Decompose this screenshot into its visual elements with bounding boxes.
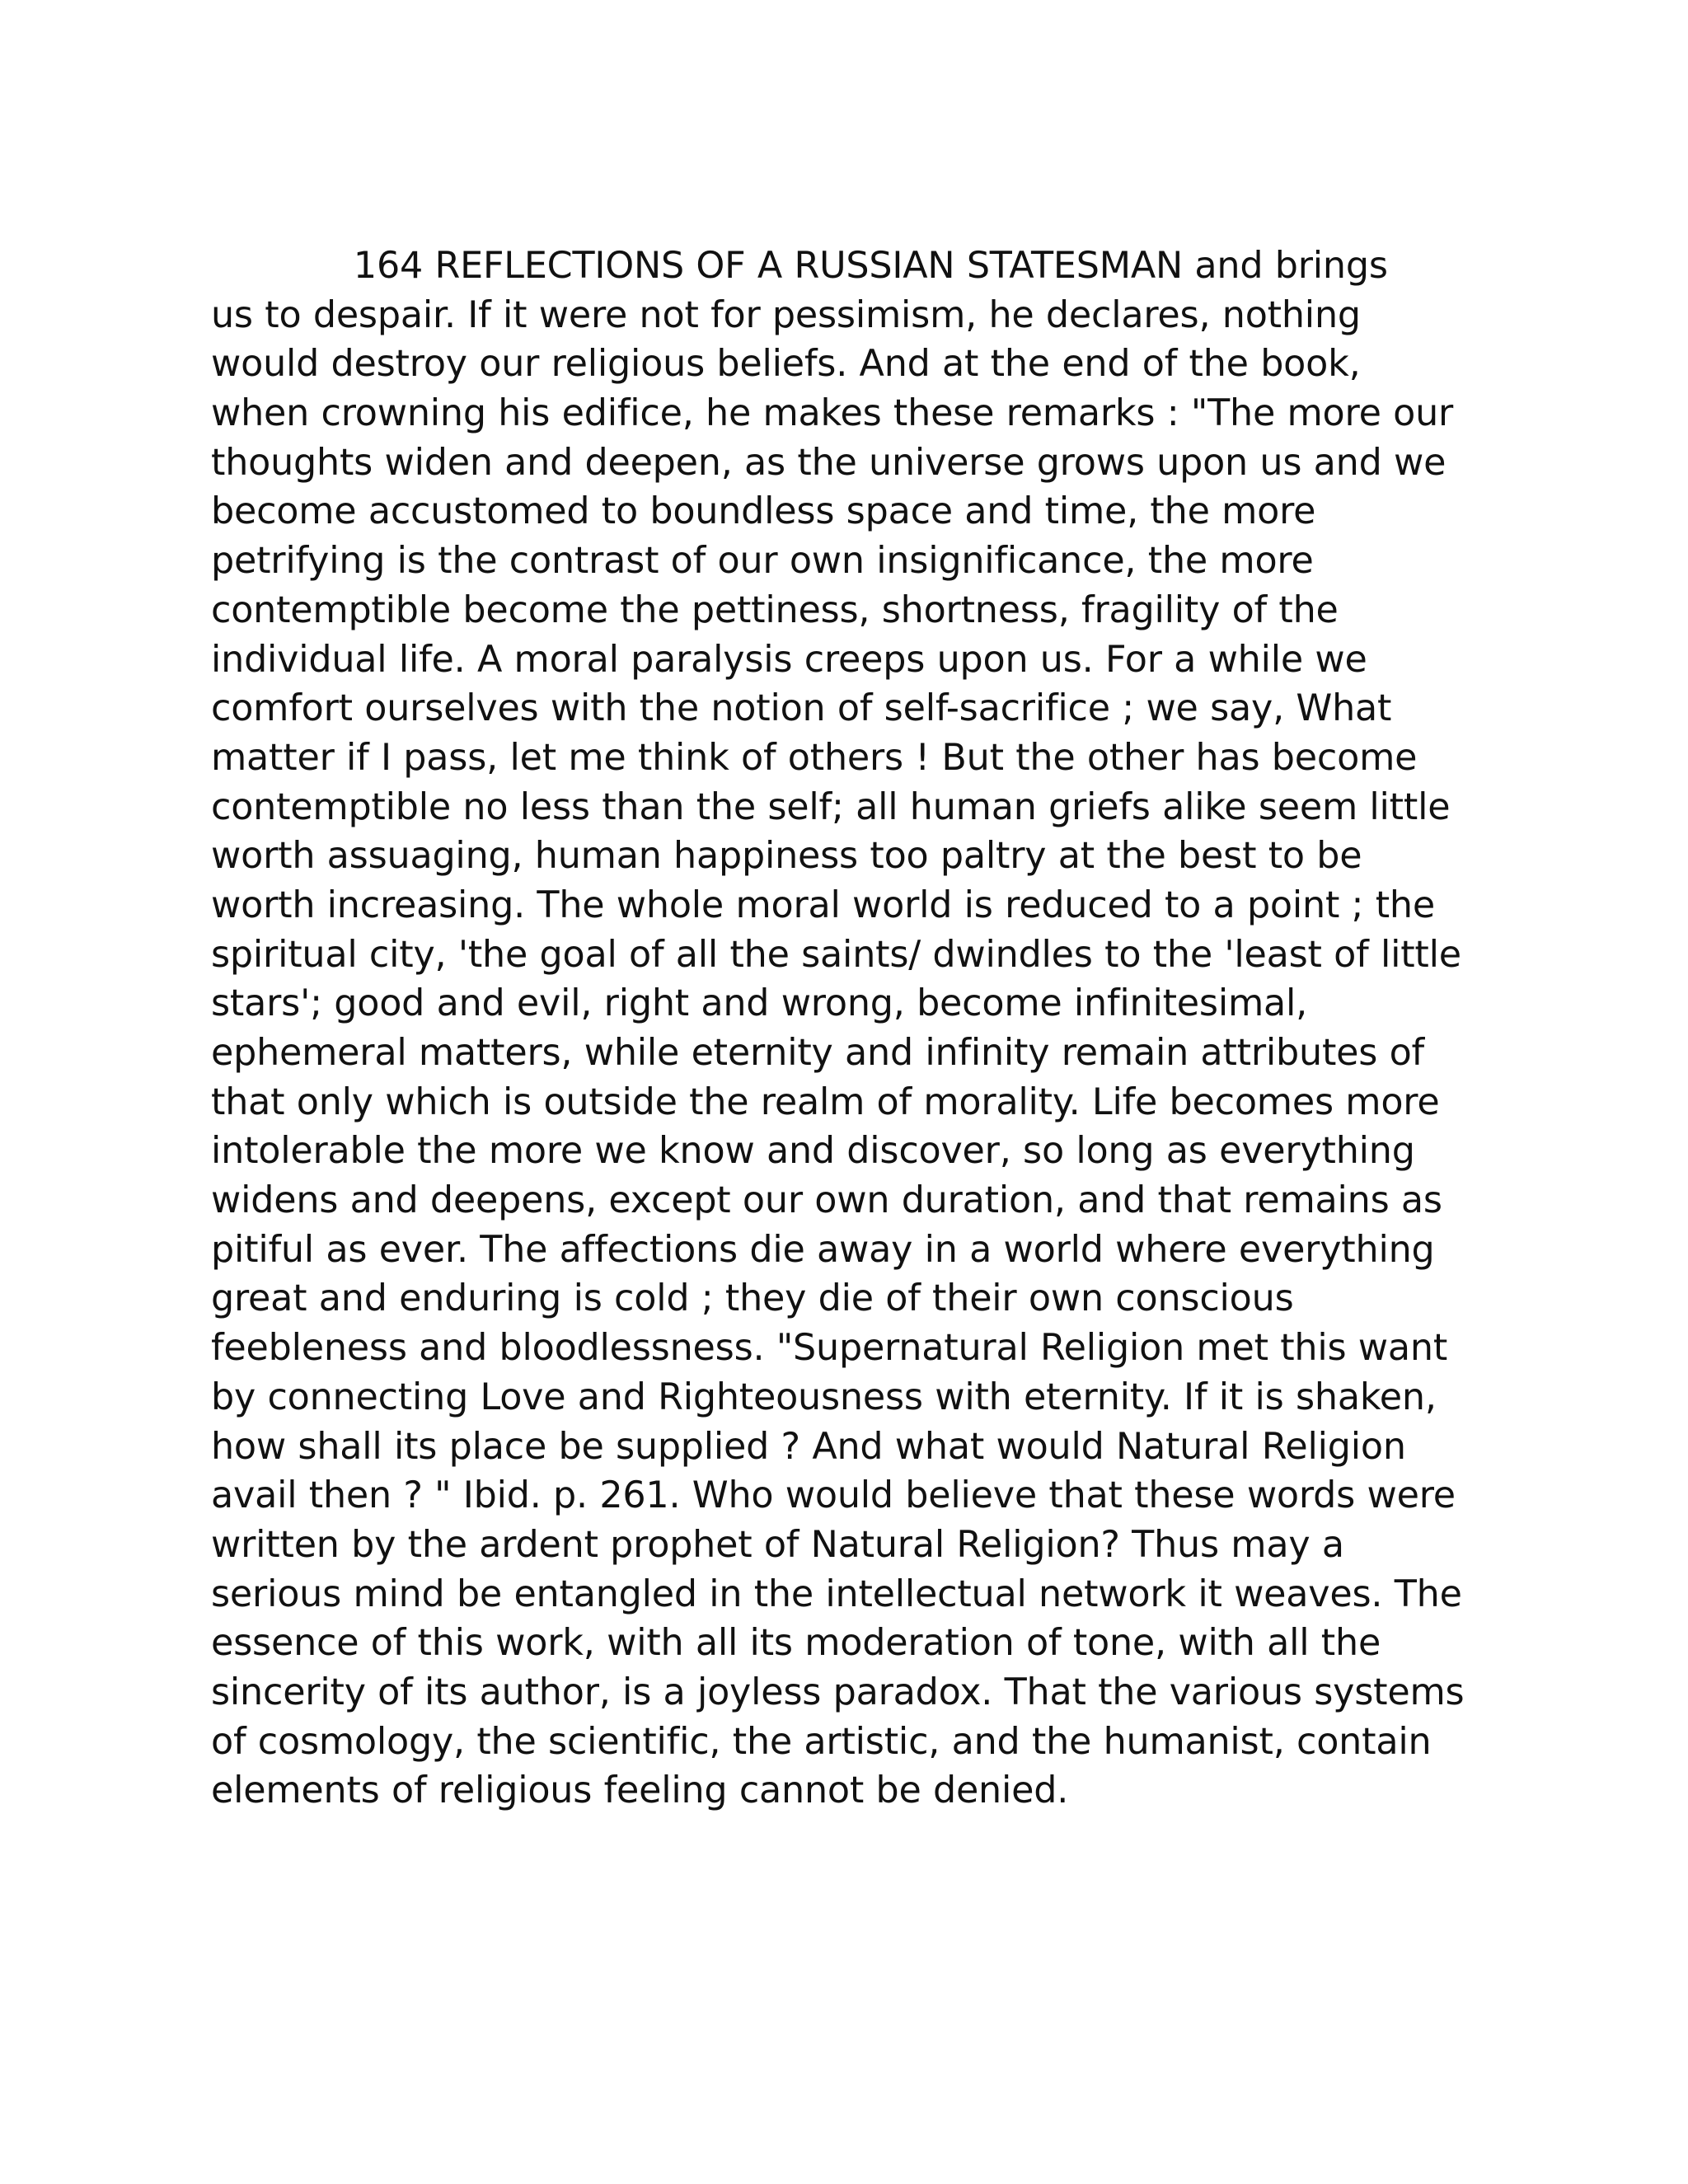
text-line: by connecting Love and Righteousness with eternity. If it is shaken, <box>211 1376 1437 1418</box>
text-line: widens and deepens, except our own duration, and that remains as <box>211 1179 1442 1222</box>
text-line: elements of religious feeling cannot be denied. <box>211 1769 1069 1812</box>
text-line: feebleness and bloodlessness. "Supernatural Religion met this want <box>211 1327 1448 1370</box>
text-line: petrifying is the contrast of our own insignificance, the more <box>211 540 1314 583</box>
text-line: 164 REFLECTIONS OF A RUSSIAN STATESMAN and brings <box>211 245 1388 287</box>
text-line: thoughts widen and deepen, as the universe grows upon us and we <box>211 441 1447 484</box>
text-line: written by the ardent prophet of Natural Religion? Thus may a <box>211 1523 1344 1566</box>
text-line: intolerable the more we know and discover, so long as everything <box>211 1130 1415 1173</box>
text-line: us to despair. If it were not for pessimism, he declares, nothing <box>211 293 1361 336</box>
text-line: essence of this work, with all its moderation of tone, with all the <box>211 1622 1381 1665</box>
text-line: would destroy our religious beliefs. And at the end of the book, <box>211 343 1361 386</box>
body-text <box>211 241 1497 1816</box>
text-line: when crowning his edifice, he makes these remarks : "The more our <box>211 392 1454 435</box>
text-line: comfort ourselves with the notion of self-sacrifice ; we say, What <box>211 687 1392 730</box>
text-line: serious mind be entangled in the intellectual network it weaves. The <box>211 1572 1462 1615</box>
text-line: spiritual city, 'the goal of all the saints/ dwindles to the 'least of little <box>211 933 1461 976</box>
text-line: stars'; good and evil, right and wrong, become infinitesimal, <box>211 982 1308 1025</box>
text-line: ephemeral matters, while eternity and infinity remain attributes of <box>211 1032 1424 1074</box>
text-line: worth increasing. The whole moral world is reduced to a point ; the <box>211 883 1435 926</box>
text-line: individual life. A moral paralysis creeps upon us. For a while we <box>211 638 1367 681</box>
text-line: matter if I pass, let me think of others ! But the other has become <box>211 736 1418 779</box>
text-line: great and enduring is cold ; they die of their own conscious <box>211 1277 1294 1320</box>
text-line: worth assuaging, human happiness too paltry at the best to be <box>211 835 1362 878</box>
text-line: that only which is outside the realm of morality. Life becomes more <box>211 1080 1440 1123</box>
text-line: pitiful as ever. The affections die away in a world where everything <box>211 1228 1435 1271</box>
text-line: contemptible no less than the self; all human griefs alike seem little <box>211 785 1451 828</box>
text-line: how shall its place be supplied ? And what would Natural Religion <box>211 1425 1406 1468</box>
text-line: sincerity of its author, is a joyless paradox. That the various systems <box>211 1671 1465 1713</box>
text-line: contemptible become the pettiness, shortness, fragility of the <box>211 588 1339 631</box>
text-line: become accustomed to boundless space and time, the more <box>211 490 1316 533</box>
text-line: of cosmology, the scientific, the artistic, and the humanist, contain <box>211 1720 1432 1763</box>
text-line: avail then ? " Ibid. p. 261. Who would believe that these words were <box>211 1474 1456 1517</box>
